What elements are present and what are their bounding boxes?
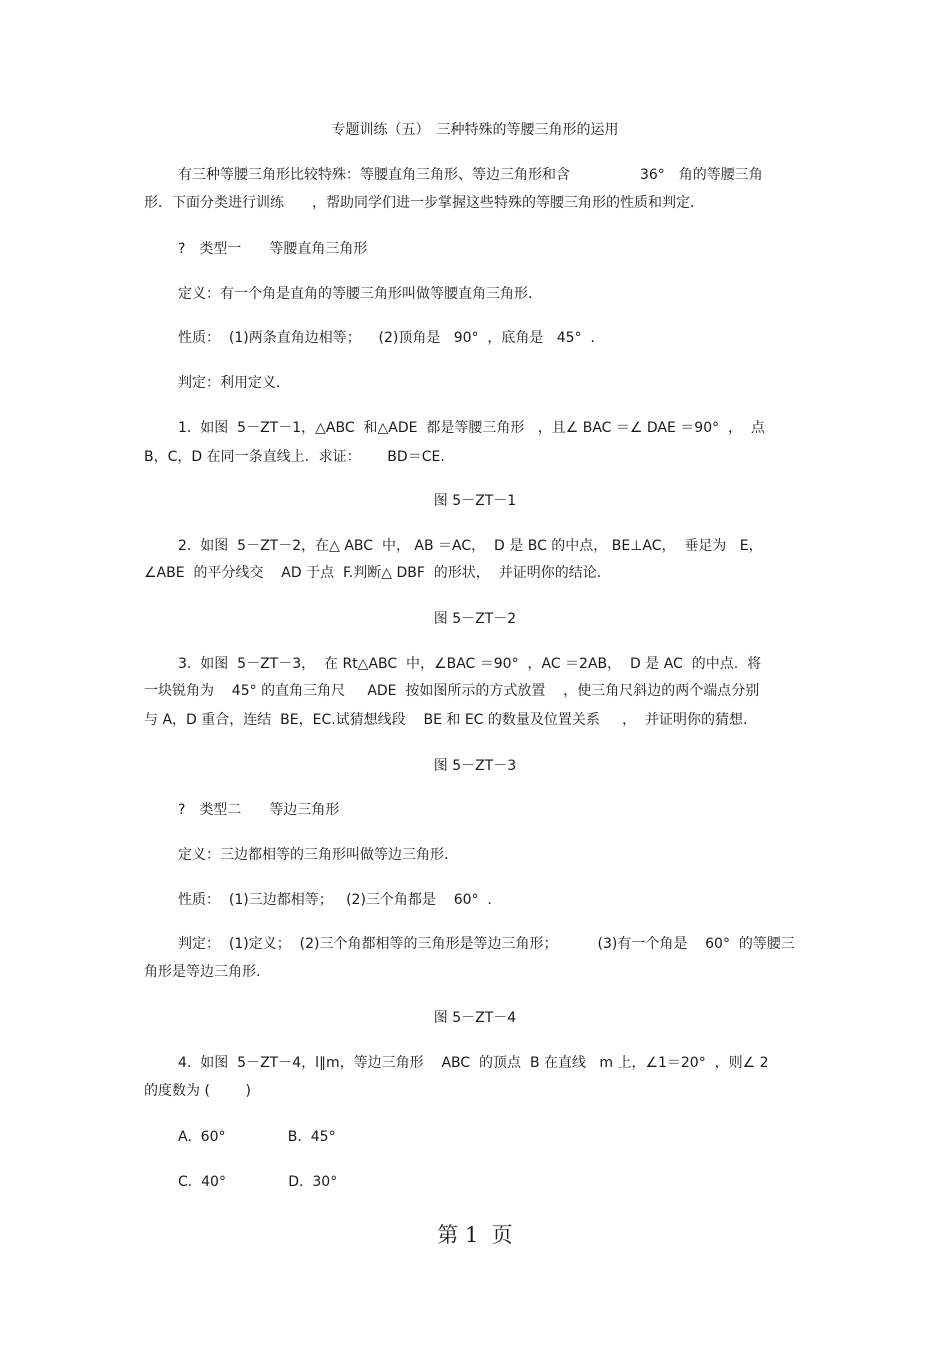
q4-options-row-2: C. 40° D. 30° bbox=[178, 1174, 338, 1190]
intro-line-1: 有三种等腰三角形比较特殊：等腰直角三角形、等边三角形和含 36° 角的等腰三角 bbox=[178, 167, 763, 183]
type2-criterion-line-2: 角形是等边三角形. bbox=[144, 964, 261, 980]
q4-line-1: 4. 如图 5－ZT－4，l∥m，等边三角形 ABC 的顶点 B 在直线 m 上，∠1＝20° ，则∠ 2 bbox=[178, 1055, 769, 1071]
q4-line-2: 的度数为 ( ) bbox=[144, 1083, 251, 1099]
q1-figure-caption: 图 5－ZT－1 bbox=[433, 493, 517, 509]
q3-line-1: 3. 如图 5－ZT－3， 在 Rt△ABC 中，∠BAC ＝90° ，AC ＝2AB， D 是 AC 的中点. 将 bbox=[178, 656, 762, 672]
intro-line-2: 形．下面分类进行训练 ，帮助同学们进一步掌握这些特殊的等腰三角形的性质和判定． bbox=[144, 195, 704, 211]
q4-figure-caption: 图 5－ZT－4 bbox=[433, 1010, 517, 1026]
type2-property: 性质： (1)三边都相等； (2)三个角都是 60° . bbox=[178, 892, 492, 908]
type2-definition: 定义：三边都相等的三角形叫做等边三角形. bbox=[178, 847, 449, 863]
q1-line-2: B，C，D 在同一条直线上．求证： BD＝CE. bbox=[144, 449, 445, 465]
q2-line-1: 2. 如图 5－ZT－2，在△ ABC 中， AB ＝AC， D 是 BC 的中点， BE⊥AC， 垂足为 E， bbox=[178, 538, 763, 554]
q2-figure-caption: 图 5－ZT－2 bbox=[433, 611, 517, 627]
type1-criterion: 判定：利用定义． bbox=[178, 375, 290, 391]
type1-heading: ? 类型一 等腰直角三角形 bbox=[178, 241, 368, 257]
type2-heading: ? 类型二 等边三角形 bbox=[178, 802, 340, 818]
document-title: 专题训练（五） 三种特殊的等腰三角形的运用 bbox=[331, 122, 619, 138]
type2-criterion-line-1: 判定： (1)定义； (2)三个角都相等的三角形是等边三角形； (3)有一个角是 60° 的等腰三 bbox=[178, 936, 795, 952]
q3-line-2: 一块锐角为 45° 的直角三角尺 ADE 按如图所示的方式放置 ，使三角尺斜边的两个端点分别 bbox=[144, 683, 760, 699]
q1-line-1: 1. 如图 5－ZT－1，△ABC 和△ADE 都是等腰三角形 ，且∠ BAC ＝∠ DAE ＝90° ， 点 bbox=[178, 420, 765, 436]
q3-figure-caption: 图 5－ZT－3 bbox=[433, 758, 517, 774]
q2-line-2: ∠ABE 的平分线交 AD 于点 F.判断△ DBF 的形状， 并证明你的结论. bbox=[144, 565, 602, 581]
type1-property: 性质： (1)两条直角边相等； (2)顶角是 90° ，底角是 45° ． bbox=[178, 330, 605, 346]
q3-line-3: 与 A，D 重合，连结 BE，EC.试猜想线段 BE 和 EC 的数量及位置关系 ， 并证明你的猜想. bbox=[144, 712, 748, 728]
page-number-footer: 第 1 页 bbox=[437, 1223, 513, 1247]
type1-definition: 定义：有一个角是直角的等腰三角形叫做等腰直角三角形． bbox=[178, 286, 542, 302]
q4-options-row-1: A. 60° B. 45° bbox=[178, 1129, 336, 1145]
